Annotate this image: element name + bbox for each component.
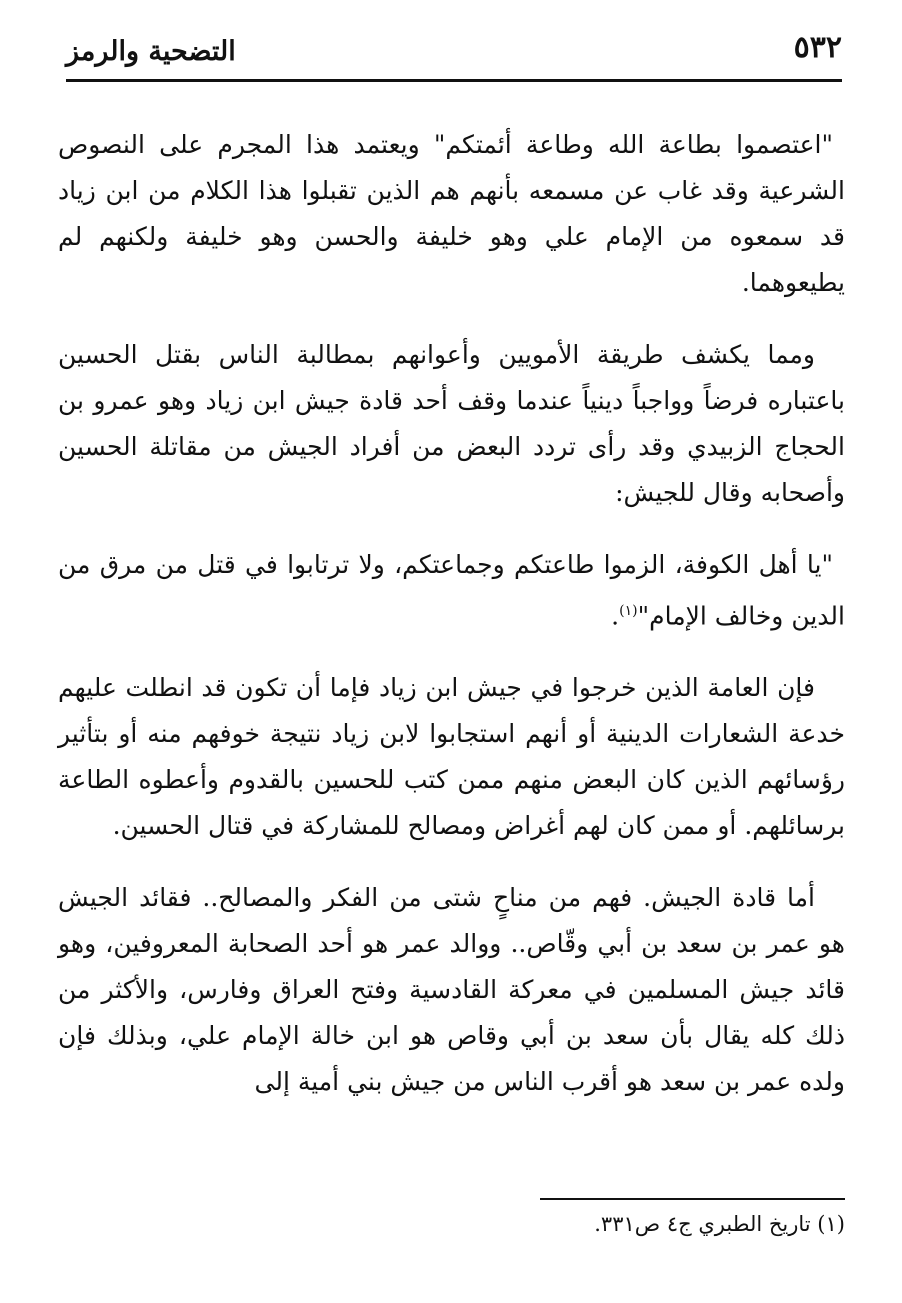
quote-end: . xyxy=(611,601,620,631)
footnote-rule xyxy=(540,1198,845,1200)
page-number: ٥٣٢ xyxy=(793,30,842,65)
running-title: التضحية والرمز xyxy=(66,36,236,67)
paragraph-2: ومما يكشف طريقة الأمويين وأعوانهم بمطالبة الناس بقتل الحسين باعتباره فرضاً وواجباً دينياً عندما وقف أحد قادة جيش ابن زياد وهو عمرو بن الحجاج الزبيدي وقد رأى تردد البعض من أفراد الجيش من مقاتلة الحسين وأصحابه وقال للجيش: xyxy=(58,340,845,507)
footnote: (١) تاريخ الطبري ج٤ ص٣٣١. xyxy=(594,1212,845,1236)
quote-text: "يا أهل الكوفة، الزموا طاعتكم وجماعتكم، ولا ترتابوا في قتل من مرق من الدين وخالف الإمام" xyxy=(58,550,845,631)
paragraph-1: "اعتصموا بطاعة الله وطاعة أئمتكم" ويعتمد هذا المجرم على النصوص الشرعية وقد غاب عن مسمعه بأنهم هم الذين تقبلوا هذا الكلام من ابن زياد قد سمعوه من الإمام علي وهو خليفة والحسن وهو خليفة ولكنهم لم يطيعوهما. xyxy=(58,130,845,297)
header-rule xyxy=(66,79,842,82)
paragraph-3-quote xyxy=(58,542,845,639)
footnote-reference: (١) xyxy=(619,603,638,619)
paragraph-4: فإن العامة الذين خرجوا في جيش ابن زياد فإما أن تكون قد انطلت عليهم خدعة الشعارات الدينية أو أنهم استجابوا لابن زياد نتيجة خوفهم منه أو بتأثير رؤسائهم الذين كان البعض منهم ممن كتب للحسين بالقدوم وأعطوه الطاعة برسائلهم. أو ممن كان لهم أغراض ومصالح للمشاركة في قتال الحسين. xyxy=(58,673,845,841)
page-header xyxy=(66,22,842,82)
paragraph-5: أما قادة الجيش. فهم من مناحٍ شتى من الفكر والمصالح.. فقائد الجيش هو عمر بن سعد بن أبي وقّاص.. ووالد عمر هو أحد الصحابة المعروفين، وهو قائد جيش المسلمين في معركة القادسية وفتح العراق وفارس، والأكثر من ذلك كله يقال بأن سعد بن أبي وقاص هو ابن خالة الإمام علي، وبذلك فإن ولده عمر بن سعد هو أقرب الناس من جيش بني أمية إلى xyxy=(58,883,845,1097)
body-text xyxy=(58,122,845,1131)
